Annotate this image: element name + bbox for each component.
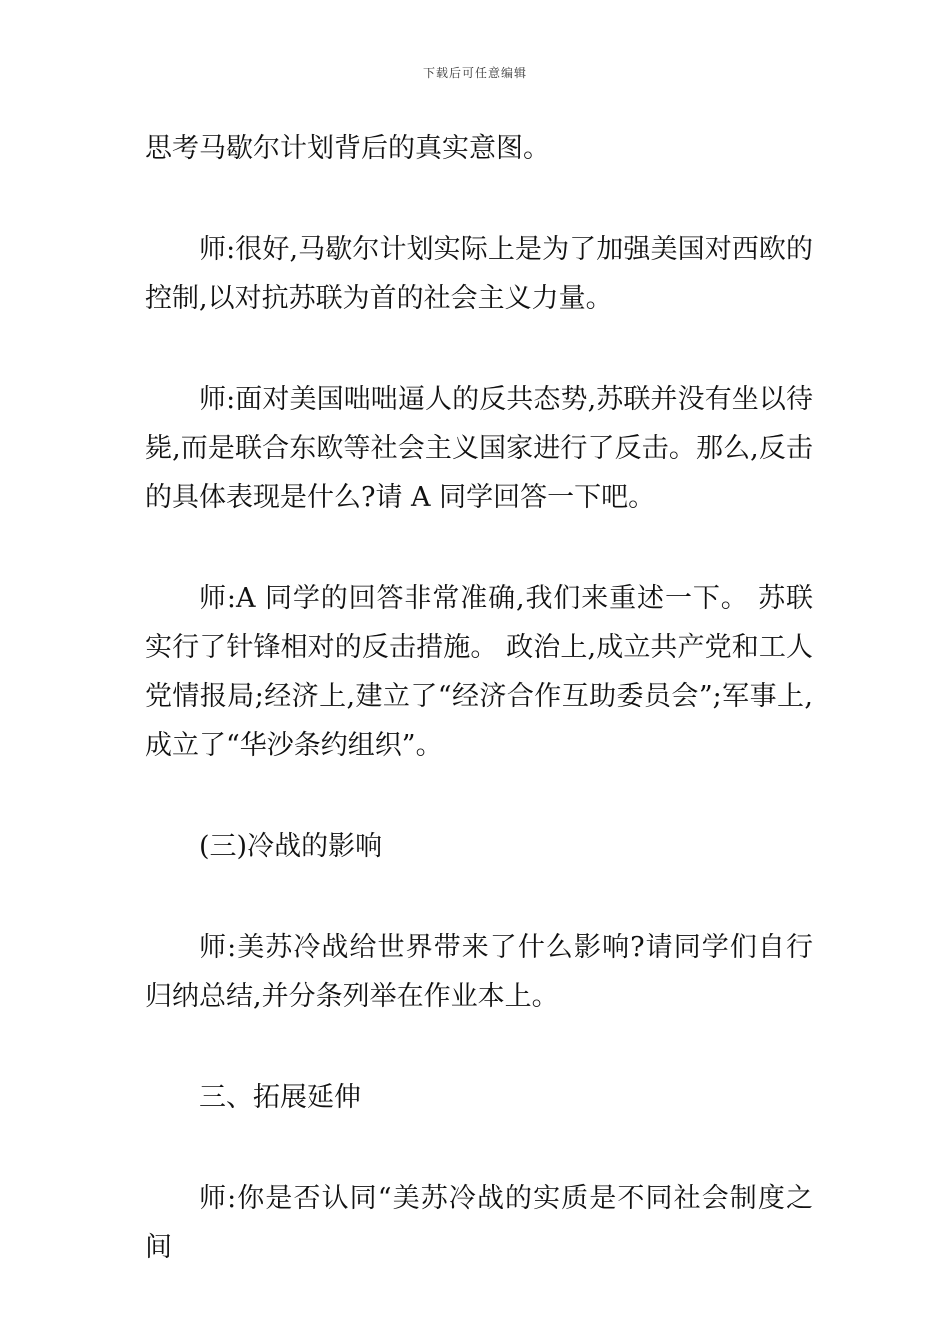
- paragraph-5: 师:美苏冷战给世界带来了什么影响?请同学们自行归纳总结,并分条列举在作业本上。: [145, 932, 813, 1012]
- page-header: 下载后可任意编辑: [422, 66, 527, 80]
- paragraph-2: 师:很好,马歇尔计划实际上是为了加强美国对西欧的控制,以对抗苏联为首的社会主义力量。: [145, 234, 813, 314]
- paragraph-6: 师:你是否认同“美苏冷战的实质是不同社会制度之间: [145, 1183, 813, 1263]
- paragraph-4: 师:A 同学的回答非常准确,我们来重述一下。 苏联实行了针锋相对的反击措施。 政治上,成立共产党和工人党情报局;经济上,建立了“经济合作互助委员会”;军事上,成立了“华沙条约组织”。: [145, 583, 813, 761]
- paragraph-1: 思考马歇尔计划背后的真实意图。: [145, 133, 550, 164]
- section-heading-extension: 三、拓展延伸: [199, 1082, 361, 1113]
- paragraph-3: 师:面对美国咄咄逼人的反共态势,苏联并没有坐以待毙,而是联合东欧等社会主义国家进行了反击。那么,反击的具体表现是什么?请 A 同学回答一下吧。: [145, 384, 813, 513]
- document-body: [145, 124, 813, 1272]
- section-heading-impact: (三)冷战的影响: [199, 831, 383, 862]
